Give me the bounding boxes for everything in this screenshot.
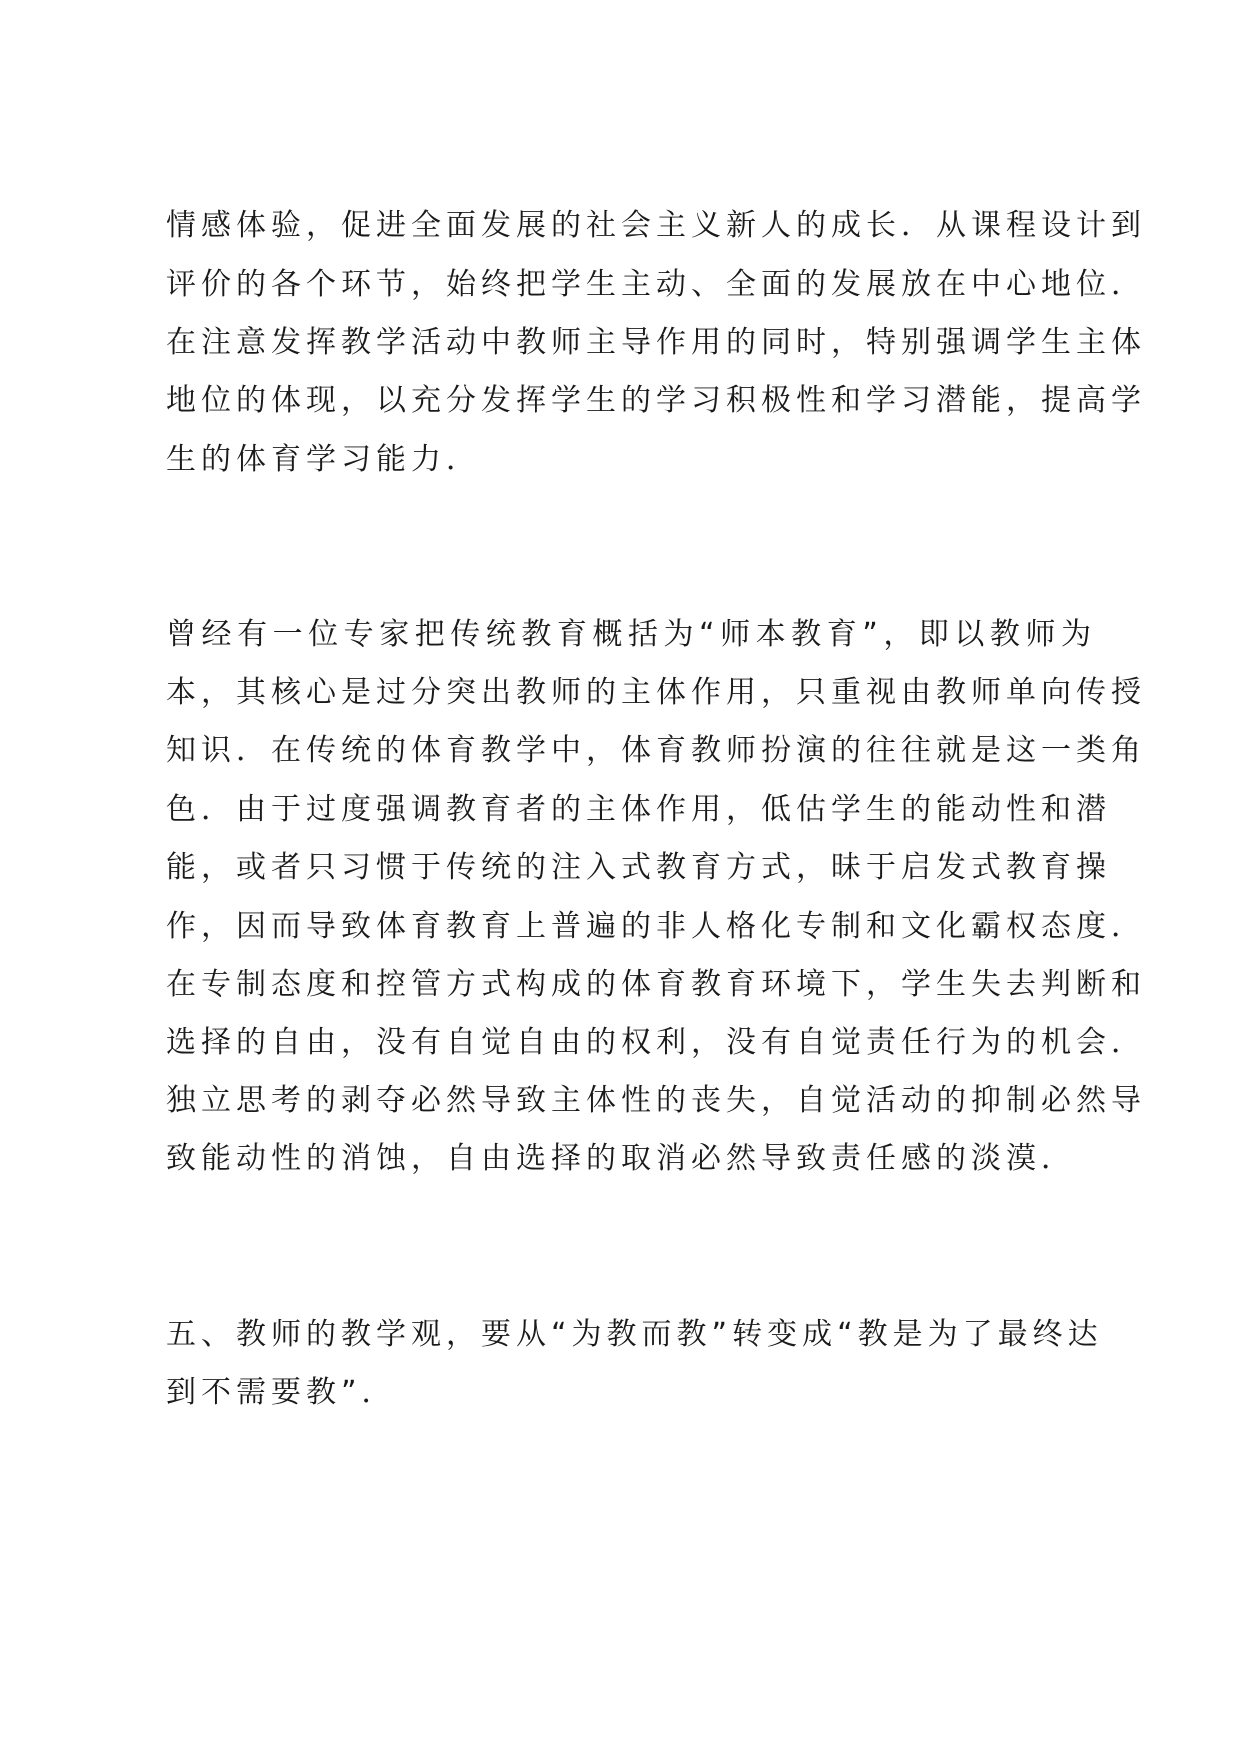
paragraph-1-line-4: 地位的体现，以充分发挥学生的学习积极性和学习潜能，提高学 [166,383,1146,418]
paragraph-2-line-1: 曾经有一位专家把传统教育概括为“师本教育”，即以教师为 [166,617,1096,652]
paragraph-1-line-2: 评价的各个环节，始终把学生主动、全面的发展放在中心地位． [166,267,1146,302]
paragraph-2-line-5: 能，或者只习惯于传统的注入式教育方式，昧于启发式教育操 [166,850,1111,885]
paragraph-1-line-1: 情感体验，促进全面发展的社会主义新人的成长．从课程设计到 [166,208,1146,243]
paragraph-2-line-9: 独立思考的剥夺必然导致主体性的丧失，自觉活动的抑制必然导 [166,1083,1146,1118]
paragraph-1-line-3: 在注意发挥教学活动中教师主导作用的同时，特别强调学生主体 [166,325,1146,360]
paragraph-2-line-4: 色．由于过度强调教育者的主体作用，低估学生的能动性和潜 [166,792,1111,827]
paragraph-2-line-2: 本，其核心是过分突出教师的主体作用，只重视由教师单向传授 [166,675,1146,710]
paragraph-2-line-8: 选择的自由，没有自觉自由的权利，没有自觉责任行为的机会． [166,1025,1146,1060]
paragraph-2-line-6: 作，因而导致体育教育上普遍的非人格化专制和文化霸权态度． [166,909,1146,944]
paragraph-1-line-5: 生的体育学习能力． [166,442,481,477]
paragraph-3-line-1: 五、教师的教学观，要从“为教而教”转变成“教是为了最终达 [166,1317,1103,1352]
paragraph-2-line-7: 在专制态度和控管方式构成的体育教育环境下，学生失去判断和 [166,967,1146,1002]
paragraph-2-line-3: 知识．在传统的体育教学中，体育教师扮演的往往就是这一类角 [166,733,1146,768]
paragraph-3-line-2: 到不需要教”． [166,1375,397,1410]
paragraph-2-line-10: 致能动性的消蚀，自由选择的取消必然导致责任感的淡漠． [166,1141,1076,1176]
